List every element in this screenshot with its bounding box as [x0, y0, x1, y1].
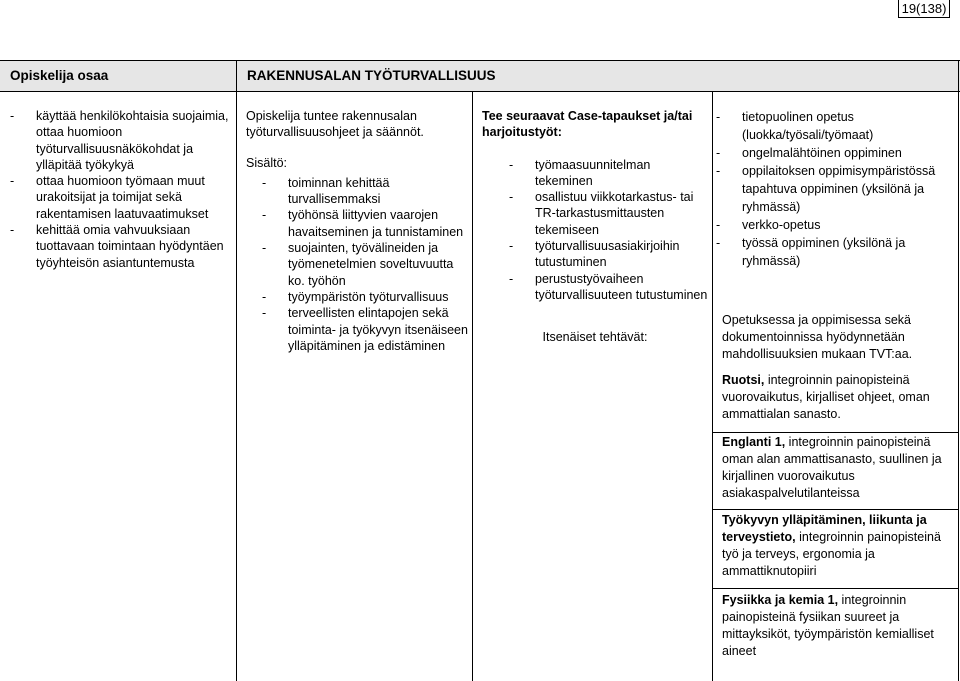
list-item: - oppilaitoksen oppimisympäristössä tapahtuva oppiminen (yksilönä ja ryhmässä)	[716, 162, 954, 216]
independent-tasks-label: Itsenäiset tehtävät:	[542, 330, 648, 345]
physics-label: Fysiikka ja kemia 1,	[722, 593, 839, 607]
content-label: Sisältö:	[246, 155, 287, 170]
swedish-label: Ruotsi,	[722, 373, 765, 387]
swedish-text: integroinnin painopisteinä vuorovaikutus, kirjalliset ohjeet, oman ammattialan sanasto.	[722, 373, 930, 421]
tasks-heading: Tee seuraavat Case-tapaukset ja/tai harjoitustyöt:	[482, 109, 693, 140]
list-item: - työmaasuunnitelman tekeminen	[509, 157, 708, 190]
health-text: integroinnin painopisteinä työ ja terveys, ergonomia ja ammattiknutopiiri	[722, 530, 941, 578]
physics-text: integroinnin painopisteinä fysiikan suureet ja mittayksiköt, työympäristön kemialliset aineet	[722, 593, 934, 658]
list-item: - verkko-opetus	[716, 216, 954, 234]
col-methods	[742, 108, 954, 270]
col-divider-2	[472, 92, 473, 681]
list-item: - työhönsä liittyvien vaarojen havaitseminen ja tunnistaminen	[262, 207, 468, 240]
health-label: Työkyvyn ylläpitäminen, liikunta ja terveystieto,	[722, 513, 927, 544]
col4-divider-3	[713, 588, 958, 589]
list-item: - tietopuolinen opetus (luokka/työsali/työmaat)	[716, 108, 954, 144]
list-item: - työssä oppiminen (yksilönä ja ryhmässä)	[716, 234, 954, 270]
col4-divider-2	[713, 509, 958, 510]
content-intro: Opiskelija tuntee rakennusalan työturvallisuusohjeet ja säännöt.	[246, 109, 424, 140]
list-item: - suojainten, työvälineiden ja työmenetelmien soveltuvuutta ko. työhön	[262, 240, 468, 289]
table-right-border	[958, 61, 959, 681]
list-item: - perustustyövaiheen työturvallisuuteen tutustuminen	[509, 271, 708, 304]
list-item: - kehittää omia vahvuuksiaan tuottavaan toimintaan hyödyntäen työyhteisön asiantuntemusta	[10, 222, 232, 271]
header-bottom-border	[0, 91, 960, 92]
header-section-title: RAKENNUSALAN TYÖTURVALLISUUS	[237, 61, 960, 91]
col-divider-1	[236, 61, 237, 681]
col-content	[246, 108, 468, 354]
list-item: - työturvallisuusasiakirjoihin tutustuminen	[509, 238, 708, 271]
list-item: - osallistuu viikkotarkastus- tai TR-tarkastusmittausten tekemiseen	[509, 189, 708, 238]
list-item: - työympäristön työturvallisuus	[262, 289, 468, 305]
list-item: - käyttää henkilökohtaisia suojaimia, ottaa huomioon työturvallisuusnäkökohdat ja ylläpitää työkykyä	[10, 108, 232, 173]
header-student-can: Opiskelija osaa	[0, 61, 237, 91]
english-paragraph	[722, 434, 954, 502]
col-divider-3	[712, 92, 713, 681]
list-item: - ottaa huomioon työmaan muut urakoitsijat ja toimijat sekä rakentamisen laatuvaatimukset	[10, 173, 232, 222]
page-number: 19(138)	[898, 0, 950, 18]
tvt-text: Opetuksessa ja oppimisessa sekä dokumentoinnissa hyödynnetään mahdollisuuksien mukaan TVT:aa.	[722, 313, 913, 361]
physics-paragraph	[722, 592, 954, 660]
health-paragraph	[722, 512, 954, 580]
english-label: Englanti 1,	[722, 435, 786, 449]
swedish-paragraph	[722, 372, 954, 423]
col-objectives	[36, 108, 232, 271]
list-item: - terveellisten elintapojen sekä toiminta- ja työkyvyn itsenäiseen ylläpitäminen ja edistäminen	[262, 305, 468, 354]
col4-divider-1	[713, 432, 958, 433]
list-item: - ongelmalähtöinen oppiminen	[716, 144, 954, 162]
table-top-border	[0, 60, 960, 61]
tvt-paragraph	[722, 312, 954, 363]
english-text: integroinnin painopisteinä oman alan ammattisanasto, suullinen ja kirjallinen vuorovaikutus asiakaspalvelutilanteissa	[722, 435, 942, 500]
col-tasks	[482, 108, 708, 346]
list-item: - toiminnan kehittää turvallisemmaksi	[262, 175, 468, 208]
